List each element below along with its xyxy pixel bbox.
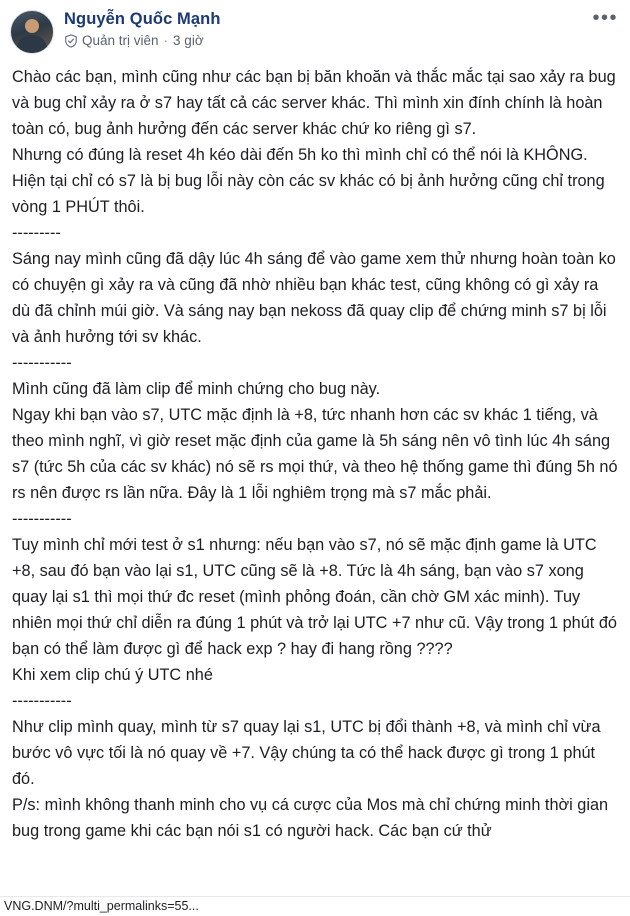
- post-paragraph: Hiện tại chỉ có s7 là bị bug lỗi này còn các sv khác có bị ảnh hưởng cũng chỉ trong vòng 1 PHÚT thôi.: [12, 172, 605, 216]
- post-paragraph: Như clip mình quay, mình từ s7 quay lại s1, UTC bị đổi thành +8, và mình chỉ vừa bước vô vực tối là nó quay về +7. Vậy chúng ta có thể hack được gì trong 1 phút đó.: [12, 718, 601, 788]
- avatar-body: [17, 35, 47, 53]
- avatar-face: [25, 19, 39, 33]
- post-divider: -----------: [12, 692, 72, 710]
- status-bar-url[interactable]: VNG.DNM/?multi_permalinks=55...: [0, 896, 630, 916]
- shield-check-icon: [64, 34, 78, 48]
- post-paragraph: Khi xem clip chú ý UTC nhé: [12, 666, 213, 684]
- post-content: [0, 58, 630, 844]
- post-paragraph: Tuy mình chỉ mới test ở s1 nhưng: nếu bạn vào s7, nó sẽ mặc định game là UTC +8, sau đó bạn vào lại s1, UTC cũng sẽ là +8. Tức là 4h sáng, bạn vào s7 xong quay lại s1 thì mọi thứ đc reset (mình phỏng đoán, cần chờ GM xác minh). Tuy nhiên mọi thứ chỉ diễn ra đúng 1 phút và trở lại UTC +7 như cũ. Vậy trong 1 phút đó bạn có thể làm được gì để hack exp ? hay đi hang rồng ????: [12, 536, 617, 658]
- post-divider: ---------: [12, 224, 61, 242]
- post-meta: [64, 33, 221, 49]
- post-paragraph: P/s: mình không thanh minh cho vụ cá cược của Mos mà chỉ chứng minh thời gian bug trong game khi các bạn nói s1 có người hack. Các bạn cứ thử: [12, 796, 609, 840]
- post-divider: -----------: [12, 510, 72, 528]
- post-paragraph: Nhưng có đúng là reset 4h kéo dài đến 5h ko thì mình chỉ có thể nói là KHÔNG.: [12, 146, 588, 164]
- post-header: [0, 0, 630, 58]
- post-divider: -----------: [12, 354, 72, 372]
- post-paragraph: Ngay khi bạn vào s7, UTC mặc định là +8, tức nhanh hơn các sv khác 1 tiếng, và theo mình nghĩ, vì giờ reset mặc định của game là 5h sáng nên vô tình lúc 4h sáng s7 (tức 5h của các sv khác) nó sẽ rs mọi thứ, và theo hệ thống game thì đúng 5h nó rs nên được rs lần nữa. Đây là 1 lỗi nghiêm trọng mà s7 mắc phải.: [12, 406, 618, 502]
- meta-separator: ·: [163, 33, 169, 48]
- author-name[interactable]: Nguyễn Quốc Mạnh: [64, 10, 221, 28]
- post-paragraph: Chào các bạn, mình cũng như các bạn bị băn khoăn và thắc mắc tại sao xảy ra bug và bug chỉ xảy ra ở s7 hay tất cả các server khác. Thì mình xin đính chính là hoàn toàn có, bug ảnh hưởng đến các server khác chứ ko riêng gì s7.: [12, 68, 616, 138]
- post-header-text: [64, 8, 221, 49]
- post-paragraph: Sáng nay mình cũng đã dậy lúc 4h sáng để vào game xem thử nhưng hoàn toàn ko có chuyện gì xảy ra và cũng đã nhờ nhiều bạn khác test, cũng không có gì xảy ra dù đã chỉnh múi giờ. Và sáng nay bạn nekoss đã quay clip để chứng minh s7 bị lỗi và ảnh hưởng tới sv khác.: [12, 250, 616, 346]
- post-timestamp[interactable]: 3 giờ: [173, 33, 204, 48]
- avatar[interactable]: [10, 10, 54, 54]
- admin-role-label: Quản trị viên: [82, 33, 159, 48]
- post-paragraph: Mình cũng đã làm clip để minh chứng cho bug này.: [12, 380, 381, 398]
- more-options-icon[interactable]: •••: [592, 7, 618, 29]
